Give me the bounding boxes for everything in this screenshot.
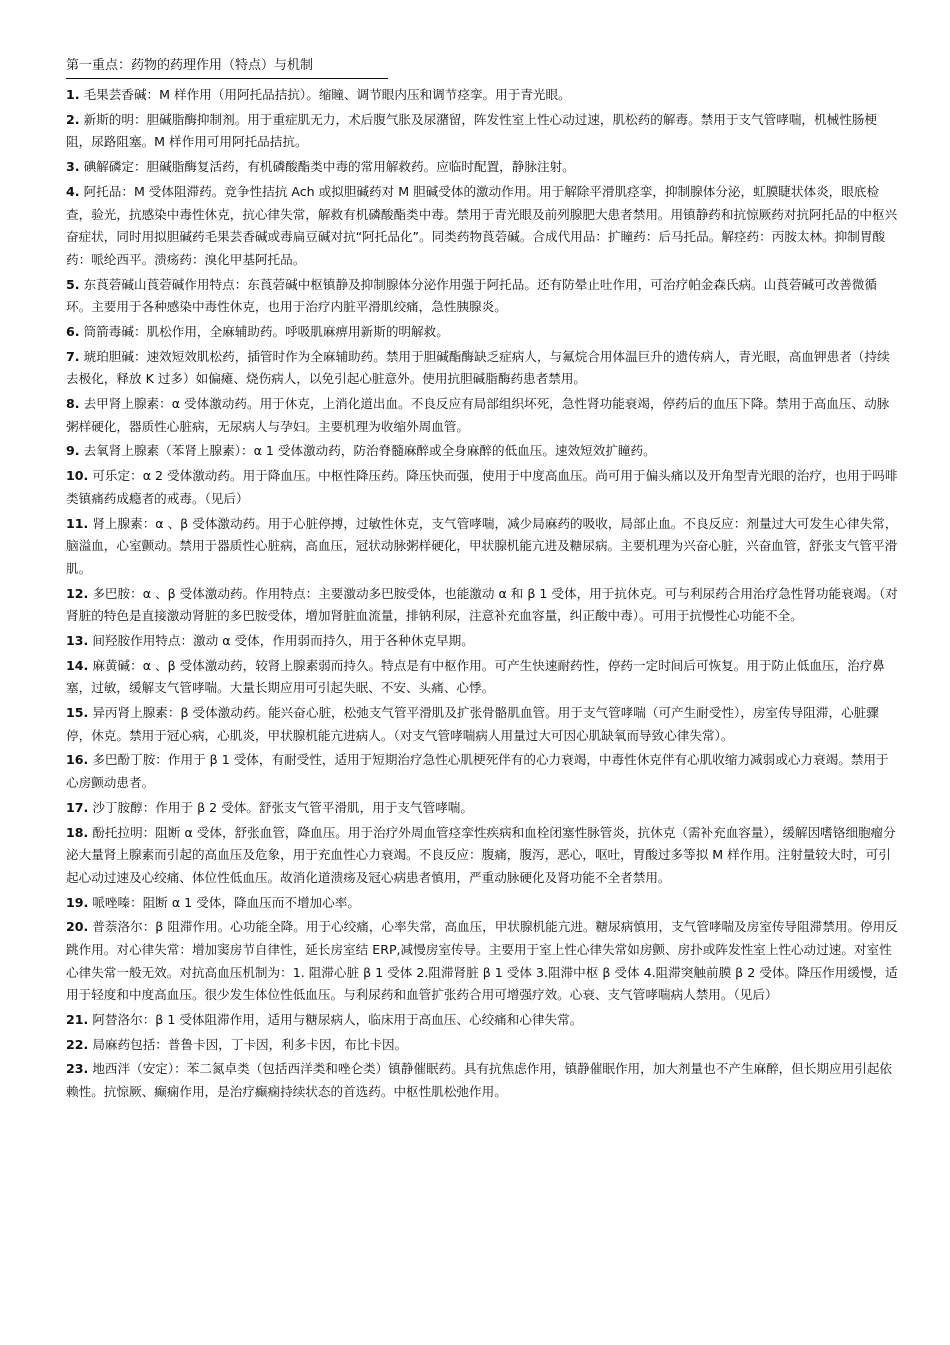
item-number: 20. <box>66 919 89 935</box>
list-item <box>66 109 900 154</box>
item-number: 18. <box>66 824 89 840</box>
item-text: 麻黄碱：α 、β 受体激动药，较肾上腺素弱而持久。特点是有中枢作用。可产生快速耐药性，停药一定时间后可恢复。用于防止低血压，治疗鼻塞，过敏，缓解支气管哮喘。大量长期应用可引起失眠、不安、头痛、心悸。 <box>66 657 885 696</box>
item-text: 哌唑嗪：阻断 α 1 受体，降血压而不增加心率。 <box>92 894 360 910</box>
item-number: 23. <box>66 1061 89 1077</box>
item-text: 沙丁胺醇：作用于 β 2 受体。舒张支气管平滑肌，用于支气管哮喘。 <box>92 799 473 815</box>
item-text: 异丙肾上腺素：β 受体激动药。能兴奋心脏，松弛支气管平滑肌及扩张骨骼肌血管。用于支气管哮喘（可产生耐受性），房室传导阻滞，心脏骤停，休克。禁用于冠心病，心肌炎，甲状腺机能亢进病人。（对支气管哮喘病人用量过大可因心肌缺氧而导致心律失常）。 <box>66 705 879 743</box>
list-item <box>66 465 900 510</box>
item-number: 6. <box>66 323 80 339</box>
item-text: 肾上腺素：α 、β 受体激动药。用于心脏停搏，过敏性休克，支气管哮喘，减少局麻药的吸收，局部止血。不良反应：剂量过大可发生心律失常，脑溢血，心室颤动。禁用于器质性心脏病，高血压，冠状动脉粥样硬化，甲状腺机能亢进及糖尿病。主要机理为兴奋心脏，兴奋血管，舒张支气管平滑肌。 <box>66 515 898 576</box>
item-text: 毛果芸香碱：M 样作用（用阿托品拮抗）。缩瞳、调节眼内压和调节痉挛。用于青光眼。 <box>83 87 571 102</box>
item-text: 酚托拉明：阻断 α 受体，舒张血管，降血压。用于治疗外周血管痉挛性疾病和血栓闭塞性脉管炎，抗休克（需补充血容量），缓解因嗜铬细胞瘤分泌大量肾上腺素而引起的高血压及危象，用于充血性心力衰竭。不良反应：腹痛，腹泻，恶心，呕吐，胃酸过多等拟 M 样作用。注射量较大时，可引起心动过速及心绞痛、体位性低血压。故消化道溃疡及冠心病患者慎用，严重动脉硬化及肾功能不全者禁用。 <box>66 824 896 885</box>
item-number: 16. <box>66 752 89 768</box>
entry-list <box>66 84 900 1106</box>
item-number: 2. <box>66 111 80 127</box>
item-text: 可乐定：α 2 受体激动药。用于降血压。中枢性降压药。降压快而强，使用于中度高血压。尚可用于偏头痛以及开角型青光眼的治疗，也用于吗啡类镇痛药成瘾者的戒毒。（见后） <box>66 468 898 506</box>
item-text: 碘解磷定：胆碱脂酶复活药，有机磷酸酯类中毒的常用解救药。应临时配置，静脉注射。 <box>83 159 575 175</box>
item-number: 19. <box>66 894 89 910</box>
item-number: 9. <box>66 443 80 459</box>
item-number: 15. <box>66 705 89 721</box>
item-text: 普萘洛尔：β 阻滞作用。心功能全降。用于心绞痛，心率失常，高血压，甲状腺机能亢进。糖尿病慎用，支气管哮喘及房室传导阻滞禁用。停用反跳作用。对心律失常：增加窦房节自律性，延长房室结 ERP,减慢房室传导。主要用于室上性心律失常如房颤、房扑或阵发性室上性心动过速。对室性心律失常一般无效。对抗高血压机制为：1. 阻滞心脏 β 1 受体 2.阻滞肾脏 β 1 受体 3.阻滞中枢 β 受体 4.阻滞突触前膜 β 2 受体。降压作用缓慢，适用于轻度和中度高血压。很少发生体位性低血压。与利尿药和血管扩张药合用可增强疗效。心衰、支气管哮喘病人禁用。（见后） <box>66 919 898 1003</box>
item-text: 筒箭毒碱：肌松作用，全麻辅助药。呼吸肌麻痹用新斯的明解救。 <box>83 323 449 339</box>
item-number: 4. <box>66 183 80 199</box>
item-text: 琥珀胆碱：速效短效肌松药，插管时作为全麻辅助药。禁用于胆碱酯酶缺乏症病人，与氟烷合用体温巨升的遗传病人，青光眼，高血钾患者（持续去极化，释放 K 过多）如偏瘫、烧伤病人，以免引起心脏意外。使用抗胆碱脂酶药患者禁用。 <box>66 348 890 387</box>
item-number: 17. <box>66 799 89 815</box>
item-number: 11. <box>66 515 89 531</box>
item-number: 12. <box>66 585 89 601</box>
list-item <box>66 156 900 179</box>
item-number: 22. <box>66 1036 89 1052</box>
section-title: 第一重点：药物的药理作用（特点）与机制 <box>66 58 314 73</box>
list-item <box>66 892 900 915</box>
item-number: 10. <box>66 468 89 484</box>
item-number: 21. <box>66 1011 89 1027</box>
list-item <box>66 321 900 344</box>
list-item <box>66 346 900 391</box>
item-text: 地西泮（安定）：苯二氮卓类（包括西洋类和唑仑类）镇静催眠药。具有抗焦虑作用，镇静催眠作用，加大剂量也不产生麻醉，但长期应用引起依赖性。抗惊厥、癫痫作用，是治疗癫痫持续状态的首选药。中枢性肌松弛作用。 <box>66 1061 893 1100</box>
list-item <box>66 181 900 271</box>
list-item <box>66 749 900 794</box>
item-number: 8. <box>66 396 80 412</box>
item-text: 去氧肾上腺素（苯肾上腺素）：α 1 受体激动药，防治脊髓麻醉或全身麻醉的低血压。速效短效扩瞳药。 <box>83 443 656 459</box>
title-underline <box>66 78 388 79</box>
item-text: 东莨菪碱山莨菪碱作用特点：东莨菪碱中枢镇静及抑制腺体分泌作用强于阿托品。还有防晕止吐作用，可治疗帕金森氏病。山莨菪碱可改善微循环。主要用于各种感染中毒性休克，也用于治疗内脏平滑肌绞痛，急性胰腺炎。 <box>66 276 877 315</box>
list-item <box>66 583 900 628</box>
item-number: 7. <box>66 348 80 364</box>
list-item <box>66 513 900 581</box>
list-item <box>66 1009 900 1032</box>
item-text: 新斯的明：胆碱脂酶抑制剂。用于重症肌无力，术后腹气胀及尿潴留，阵发性室上性心动过速，肌松药的解毒。禁用于支气管哮喘，机械性肠梗阻，尿路阻塞。M 样作用可用阿托品拮抗。 <box>66 111 877 150</box>
item-text: 多巴酚丁胺：作用于 β 1 受体，有耐受性，适用于短期治疗急性心肌梗死伴有的心力衰竭，中毒性休克伴有心肌收缩力减弱或心力衰竭。禁用于心房颤动患者。 <box>66 752 889 791</box>
list-item <box>66 630 900 653</box>
list-item <box>66 274 900 319</box>
item-text: 去甲肾上腺素：α 受体激动药。用于休克，上消化道出血。不良反应有局部组织坏死，急性肾功能衰竭，停药后的血压下降。禁用于高血压、动脉粥样硬化，器质性心脏病，无尿病人与孕妇。主要机理为收缩外周血管。 <box>66 396 890 434</box>
item-number: 5. <box>66 276 80 292</box>
item-text: 阿替洛尔：β 1 受体阻滞作用，适用与糖尿病人，临床用于高血压、心绞痛和心律失常。 <box>92 1011 583 1027</box>
list-item <box>66 916 900 1006</box>
list-item <box>66 822 900 890</box>
item-number: 13. <box>66 632 89 648</box>
list-item <box>66 84 900 107</box>
list-item <box>66 797 900 820</box>
list-item <box>66 1058 900 1103</box>
list-item <box>66 393 900 438</box>
item-text: 局麻药包括：普鲁卡因，丁卡因，利多卡因，布比卡因。 <box>92 1036 408 1052</box>
list-item <box>66 655 900 700</box>
item-text: 多巴胺：α 、β 受体激动药。作用特点：主要激动多巴胺受体，也能激动 α 和 β 1 受体，用于抗休克。可与利尿药合用治疗急性肾功能衰竭。（对肾脏的特色是直接激动肾脏的多巴胺受体，增加肾脏血流量，排钠利尿，注意补充血容量，纠正酸中毒）。可用于抗慢性心功能不全。 <box>66 585 898 624</box>
item-number: 3. <box>66 159 80 175</box>
list-item <box>66 440 900 463</box>
item-number: 14. <box>66 657 89 673</box>
list-item <box>66 702 900 747</box>
item-text: 阿托品：M 受体阻滞药。竞争性拮抗 Ach 或拟胆碱药对 M 胆碱受体的激动作用。用于解除平滑肌痉挛，抑制腺体分泌，虹膜睫状体炎，眼底检查，验光，抗感染中毒性休克，抗心律失常，解救有机磷酸酯类中毒。禁用于青光眼及前列腺肥大患者禁用。用镇静药和抗惊厥药对抗阿托品的中枢兴奋症状，同时用拟胆碱药毛果芸香碱或毒扁豆碱对抗“阿托品化”。同类药物莨菪碱。合成代用品：扩瞳药：后马托品。解痉药：丙胺太林。抑制胃酸药：哌纶西平。溃疡药：溴化甲基阿托品。 <box>66 183 898 267</box>
list-item <box>66 1034 900 1057</box>
item-number: 1. <box>66 87 80 102</box>
item-text: 间羟胺作用特点：激动 α 受体，作用弱而持久，用于各种休克早期。 <box>92 632 474 648</box>
